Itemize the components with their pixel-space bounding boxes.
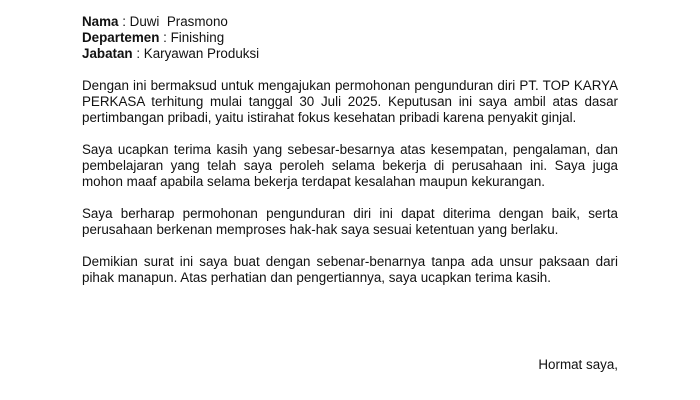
name-value: : Duwi Prasmono bbox=[118, 14, 228, 29]
closing-salutation: Hormat saya, bbox=[538, 357, 618, 372]
paragraph-resignation-request: Dengan ini bermaksud untuk mengajukan permohonan pengunduran diri PT. TOP KARYA PERKASA terhitung mulai tanggal 30 Juli 2025. Keputusan ini saya ambil atas dasar pertimbangan pribadi, yaitu istirahat fokus kesehatan pribadi karena penyakit ginjal. bbox=[82, 78, 618, 125]
department-value: : Finishing bbox=[159, 30, 225, 45]
employee-info bbox=[82, 14, 618, 62]
department-line bbox=[82, 30, 618, 46]
position-label: Jabatan bbox=[82, 46, 133, 61]
paragraph-closing-statement: Demikian surat ini saya buat dengan sebenar-benarnya tanpa ada unsur paksaan dari pihak manapun. Atas perhatian dan pengertiannya, saya ucapkan terima kasih. bbox=[82, 254, 618, 285]
department-label: Departemen bbox=[82, 30, 160, 45]
paragraph-gratitude: Saya ucapkan terima kasih yang sebesar-besarnya atas kesempatan, pengalaman, dan pembelajaran yang telah saya peroleh selama bekerja di perusahaan ini. Saya juga mohon maaf apabila selama bekerja terdapat kesalahan maupun kekurangan. bbox=[82, 142, 618, 189]
name-line bbox=[82, 14, 618, 30]
position-line bbox=[82, 46, 618, 62]
name-label: Nama bbox=[82, 14, 119, 29]
position-value: : Karyawan Produksi bbox=[132, 46, 260, 61]
paragraph-hope: Saya berharap permohonan pengunduran diri ini dapat diterima dengan baik, serta perusahaan berkenan memproses hak-hak saya sesuai ketentuan yang berlaku. bbox=[82, 206, 618, 237]
resignation-letter bbox=[82, 14, 618, 286]
